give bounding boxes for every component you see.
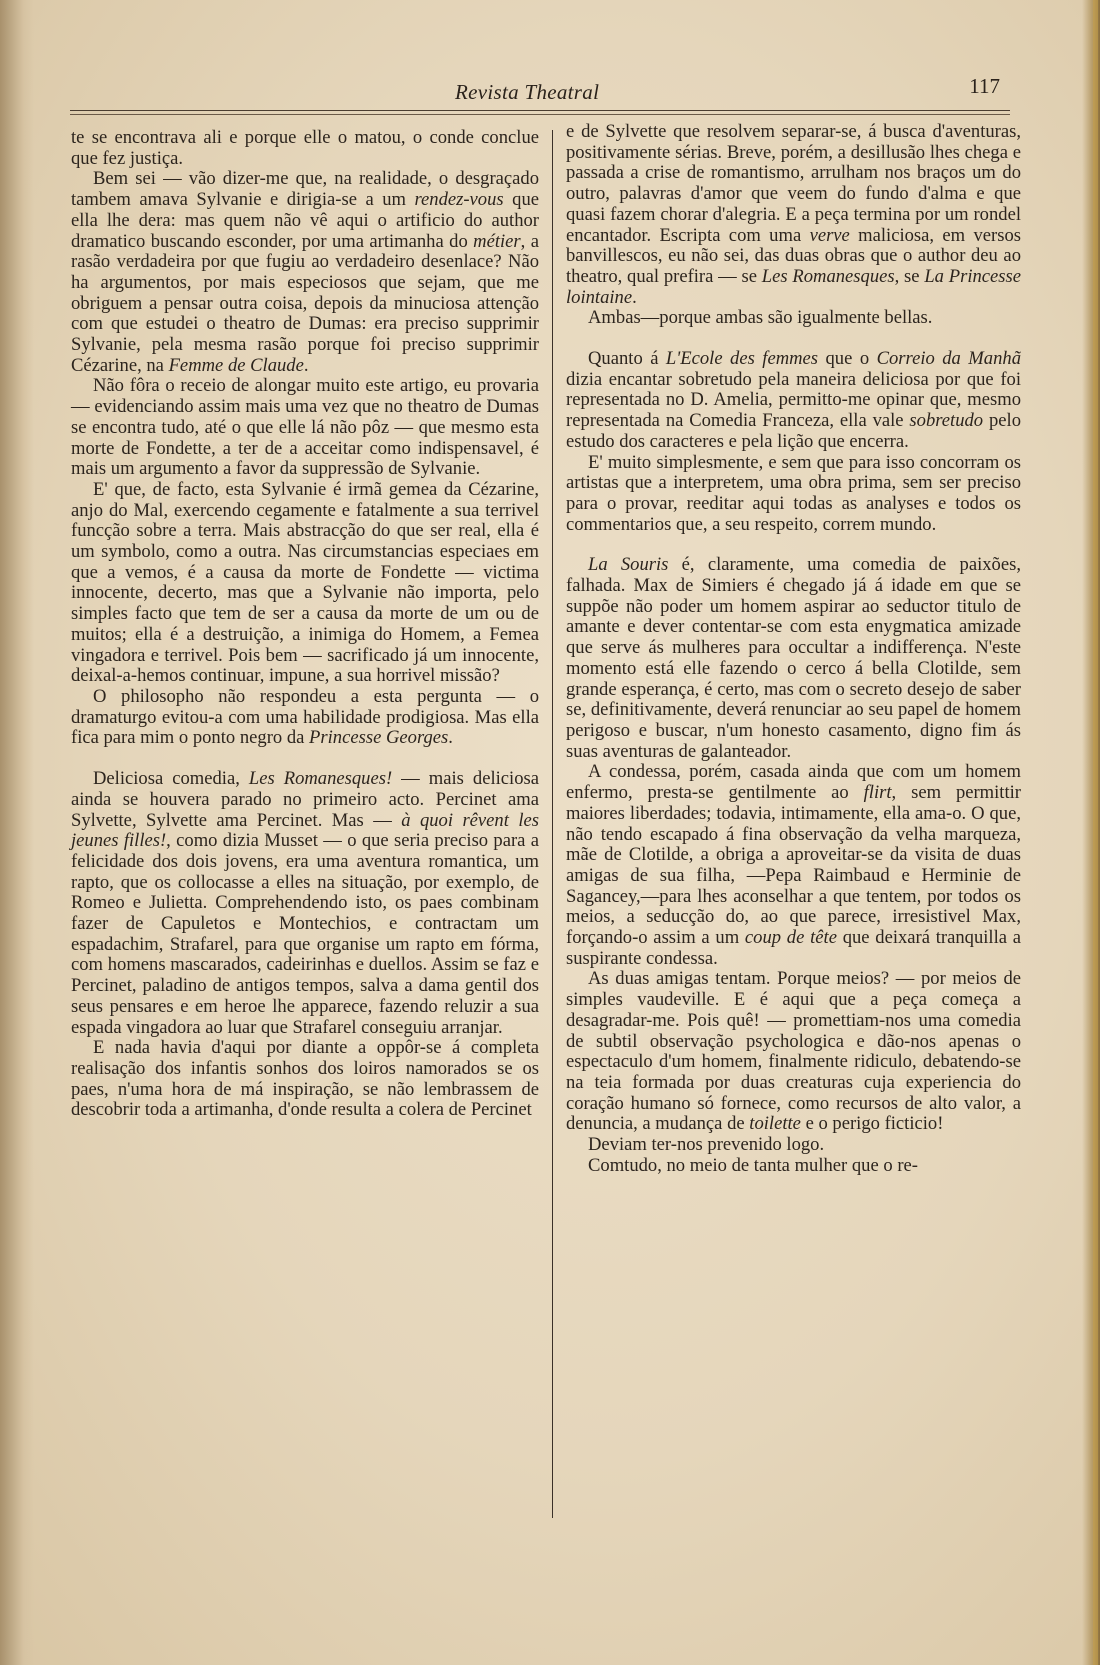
- paragraph: Ambas—porque ambas são igualmente bellas.: [588, 307, 933, 329]
- paragraph: O philosopho não respondeu a esta pergunta — o dramaturgo evitou-a com uma habilidade prodigiosa. Mas ella fica para mim o ponto negro da Princesse Georges.: [71, 685, 539, 749]
- paragraph: E' que, de facto, esta Sylvanie é irmã gemea da Cézarine, anjo do Mal, exercendo cegamente e fatalmente a sua terrivel funcção sobre a terra. Mais abstracção do que ser real, ella é um symbolo, como a outra. Nas circumstancias especiaes em que a vemos, é a causa da morte de Fondette — victima innocente, decerto, mas que a Sylvanie não importa, pelo simples facto que tem de ser a causa da morte de um ou de muitos; ella é a destruição, a inimiga do Homem, a Femea vingadora e terrivel. Pois bem — sacrificado já um innocente, deixal-a-hemos continuar, impune, a sua horrivel missão?: [71, 478, 539, 687]
- header-rule-thin: [70, 114, 1010, 115]
- page-number: 117: [969, 74, 1000, 98]
- paragraph: Quanto á L'Ecole des femmes que o Correio da Manhã dizia encantar sobretudo pela maneira deliciosa por que foi representada no D. Amelia, permitto-me opinar que, mesmo representada na Comedia Franceza, ella vale sobretudo pelo estudo dos caracteres e pela lição que encerra.: [566, 348, 1021, 452]
- column-divider: [552, 130, 553, 1518]
- publication-title: Revista Theatral: [455, 80, 600, 104]
- paragraph: E nada havia d'aqui por diante a oppôr-se á completa realisação dos infantis sonhos dos loiros namorados se os paes, n'uma hora de má inspiração, se não lembrassem de descobrir toda a artimanha, d'onde resulta a colera de Percinet: [71, 1037, 539, 1121]
- page-left-shadow: [0, 0, 34, 1665]
- binding-strip: [1093, 0, 1098, 1665]
- running-header: [70, 72, 1010, 112]
- page-right-edge: [1082, 0, 1100, 1665]
- paragraph: e de Sylvette que resolvem separar-se, á busca d'aventuras, positivamente sérias. Breve, porém, a desillusão lhes chega e passada a crise de romantismo, arrulham nos braços um do outro, palavras d'amor que veem do fundo d'alma e que quasi fazem chorar d'alegria. E a peça termina por um rondel encantador. Escripta com uma verve maliciosa, em versos banvillescos, eu não sei, das duas obras que o author deu ao theatro, qual prefira — se Les Romanesques, se La Princesse lointaine.: [566, 121, 1022, 308]
- header-rule: [70, 110, 1010, 111]
- paragraph: Bem sei — vão dizer-me que, na realidade, o desgraçado tambem amava Sylvanie e dirigia-se a um rendez-vous que ella lhe dera: mas quem não vê aqui o artificio do author dramatico buscando esconder, por uma artimanha do métier, a rasão verdadeira por que fugiu ao verdadeiro desenlace? Não ha argumentos, por mais especiosos que sejam, que me obriguem a pensar outra coisa, depois da minuciosa attenção com que estudei o theatro de Dumas: era preciso supprimir Sylvanie, pela mesma rasão porque foi preciso supprimir Cézarine, na Femme de Claude.: [71, 168, 539, 376]
- paragraph: Não fôra o receio de alongar muito este artigo, eu provaria — evidenciando assim mais uma vez que no theatro de Dumas se encontra tudo, até o que elle lá não pôz — que mesmo esta morte de Fondette, a ter de a acceitar como indispensavel, é mais um argumento a favor da suppressão de Sylvanie.: [71, 375, 539, 480]
- paragraph: Deliciosa comedia, Les Romanesques! — mais deliciosa ainda se houvera parado no primeiro acto. Percinet ama Sylvette, Sylvette ama Percinet. Mas — à quoi rêvent les jeunes filles!, como dizia Musset — o que seria preciso para a felicidade dos dois jovens, era uma aventura romantica, um rapto, que os collocasse a elles na situação, por exemplo, de Romeo e Julietta. Comprehendendo isto, os paes combinam fazer de Capuletos e Montechios, e contractam um espadachim, Strafarel, para que organise um rapto em fórma, com homens mascarados, cadeirinhas e duellos. Assim se faz e Percinet, paladino de antigos tempos, salva a dama gentil dos seus pensares e em heroe lhe apparece, fazendo reluzir a sua espada vingadora ao luar que Strafarel conseguiu arranjar.: [71, 768, 539, 1038]
- paragraph: La Souris é, claramente, uma comedia de paixões, falhada. Max de Simiers é chegado já á idade em que se suppõe não poder um homem aspirar ao seductor titulo de amante e dever contentar-se com esta enygmatica amizade que serve ás mulheres para occultar a indifferença. N'este momento está elle fazendo o cerco á bella Clotilde, sem grande esperança, é certo, mas com o secreto desejo de saber se, definitivamente, deverá renunciar ao seu papel de homem perigoso e buscar, n'um honesto casamento, digno fim ás suas aventuras de galanteador.: [566, 554, 1021, 762]
- paragraph: A condessa, porém, casada ainda que com um homem enfermo, presta-se gentilmente ao flirt, sem permittir maiores liberdades; todavia, intimamente, ella ama-o. O que, não tendo escapado á fina observação da velha marqueza, mãe de Clotilde, a obriga a aproveitar-se da visita de duas amigas de sua filha, —Pepa Raimbaud e Herminie de Sagancey,—para lhes aconselhar a que tentem, por todos os meios, a seducção do, ao que parece, irresistivel Max, forçando-o assim a um coup de tête que deixará tranquilla a suspirante condessa.: [566, 761, 1022, 969]
- paragraph: Deviam ter-nos prevenido logo.: [588, 1134, 825, 1156]
- paragraph: As duas amigas tentam. Porque meios? — por meios de simples vaudeville. E é aqui que a peça começa a desagradar-me. Pois quê! — promettiam-nos uma comedia de subtil observação psychologica e dão-nos apenas o espectaculo d'um homem, finalmente ridiculo, debatendo-se na teia formada por duas creaturas cuja experiencia do coração humano só fornece, como recursos de alto valor, a denuncia, a mudança de toilette e o perigo ficticio!: [566, 968, 1021, 1135]
- paragraph: te se encontrava ali e porque elle o matou, o conde conclue que fez justiça.: [71, 127, 539, 169]
- paragraph: E' muito simplesmente, e sem que para isso concorram os artistas que a interpretem, uma obra prima, sem ser preciso para o provar, reeditar aqui todas as analyses e todos os commentarios que, a seu respeito, correm mundo.: [566, 451, 1021, 535]
- paragraph: Comtudo, no meio de tanta mulher que o re-: [588, 1154, 918, 1176]
- left-column: [71, 128, 539, 1121]
- right-column: [566, 122, 1021, 1176]
